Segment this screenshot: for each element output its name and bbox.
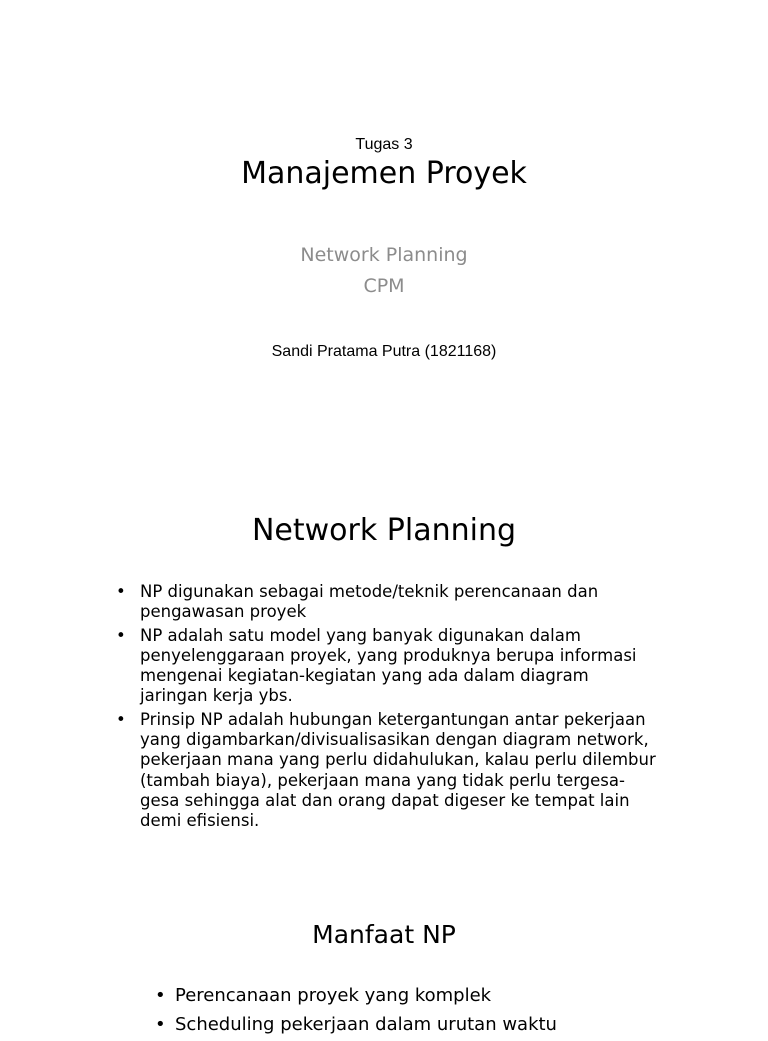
- list-item-text: NP digunakan sebagai metode/teknik perencanaan dan pengawasan proyek: [140, 582, 599, 622]
- slide-network-planning: [0, 440, 768, 880]
- list-item: [116, 626, 656, 707]
- bullet-list: [155, 983, 675, 1041]
- slide-title: [0, 0, 768, 440]
- slide-heading: Manfaat NP: [312, 920, 456, 949]
- slide-subtitle: [0, 240, 768, 302]
- list-item: [155, 983, 675, 1009]
- list-item-text: NP adalah satu model yang banyak digunakan dalam penyelenggaraan proyek, yang produknya berupa informasi mengenai kegiatan-kegiatan yang ada dalam diagram jaringan kerja ybs.: [140, 625, 637, 706]
- bullet-icon: •: [116, 625, 126, 645]
- list-item-text: Prinsip NP adalah hubungan ketergantungan antar pekerjaan yang digambarkan/divisualisasikan dengan diagram network, pekerjaan mana yang perlu didahulukan, kalau perlu dilembur (tambah biaya), pekerjaan mana yang tidak perlu tergesa-gesa sehingga alat dan orang dapat digeser ke tempat lain demi efisiensi.: [140, 709, 656, 831]
- slide-title-heading: Manajemen Proyek: [241, 156, 527, 191]
- bullet-icon: •: [116, 582, 126, 601]
- bullet-icon: •: [116, 709, 126, 729]
- list-item: [116, 710, 656, 832]
- subtitle-line: Network Planning: [300, 244, 468, 266]
- bullet-icon: •: [155, 985, 166, 1006]
- list-item: [116, 582, 656, 623]
- list-item-text: Perencanaan proyek yang komplek: [175, 985, 492, 1006]
- slide-manfaat-np: [0, 880, 768, 1035]
- bullet-list: [116, 582, 656, 835]
- author-name: Sandi Pratama Putra (1821168): [271, 343, 497, 360]
- subtitle-line: CPM: [363, 275, 405, 297]
- list-item-text: Scheduling pekerjaan dalam urutan waktu: [175, 1014, 557, 1035]
- bullet-icon: •: [155, 1014, 166, 1035]
- list-item: [155, 1012, 675, 1038]
- slide-label: Tugas 3: [355, 136, 413, 153]
- slide-heading: Network Planning: [251, 513, 517, 548]
